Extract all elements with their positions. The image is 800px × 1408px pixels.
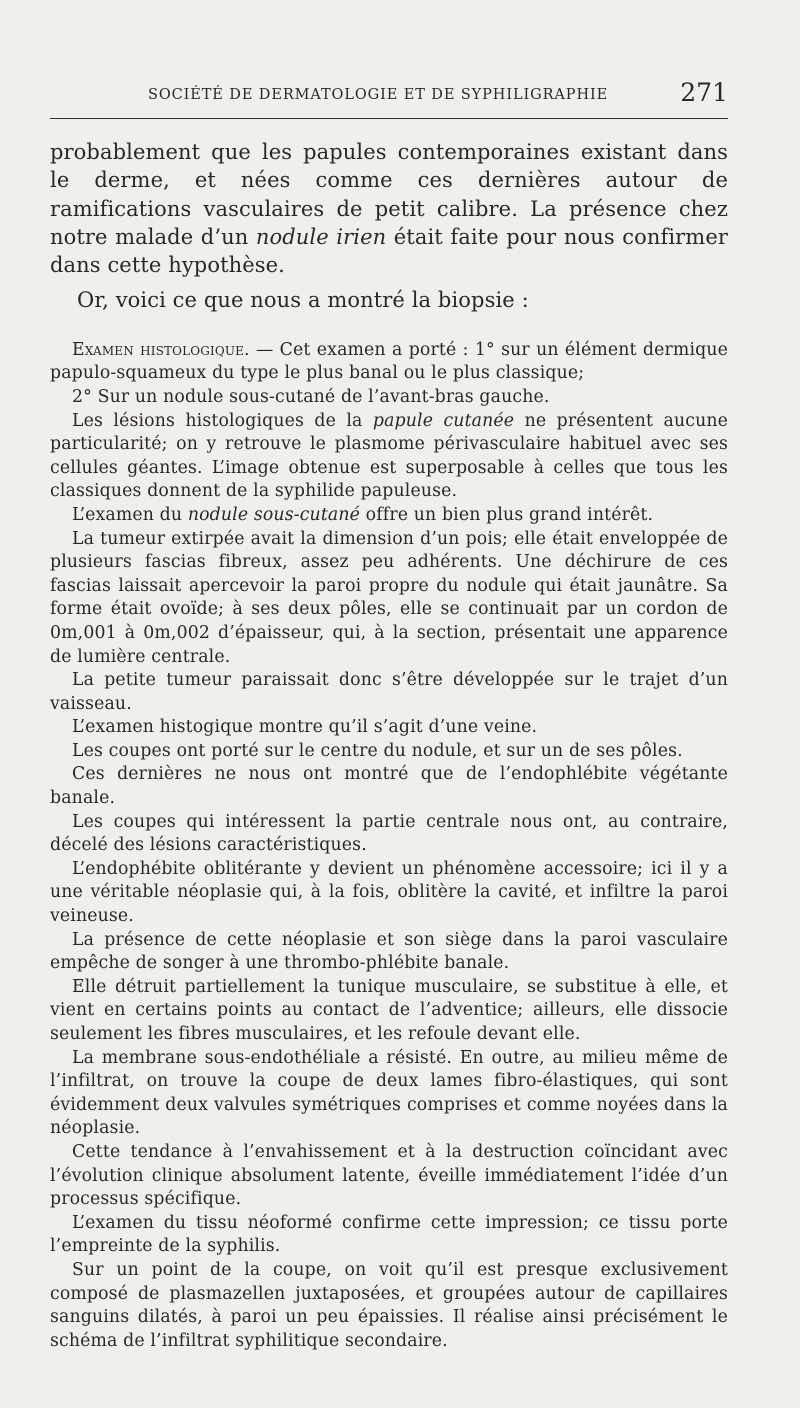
paragraph: Ces dernières ne nous ont montré que de l’endophlébite végétante banale. [50,764,728,809]
paragraph: Cette tendance à l’envahissement et à la destruction coïncidant avec l’évolution clinique absolument latente, éveille immédiatement l’idée d’un processus spécifique. [50,1141,728,1210]
paragraph: 2° Sur un nodule sous-cutané de l’avant-bras gauche. [72,386,550,407]
intro-section [50,138,728,315]
paragraph: La petite tumeur paraissait donc s’être développée sur le trajet d’un vaisseau. [50,670,728,714]
intro-paragraph: Or, voici ce que nous a montré la biopsie : [77,288,529,313]
article-body [50,138,728,1353]
histology-section [50,339,728,1354]
section-label: Examen histologique. [72,339,250,360]
paragraph: La membrane sous-endothéliale a résisté. En outre, au milieu même de l’infiltrat, on trouve la coupe de deux lames fibro-élastiques, qui sont évidemment deux valvules symétriques comprises et comme noyées dans la néoplasie. [50,1047,728,1139]
paragraph: Les coupes qui intéressent la partie centrale nous ont, au contraire, décelé des lésions caractéristiques. [50,811,728,856]
page-number: 271 [680,78,728,107]
emphasis: nodule sous-cutané [187,504,361,525]
paragraph: L’examen histogique montre qu’il s’agit d’une veine. [72,717,538,738]
running-head: SOCIÉTÉ DE DERMATOLOGIE ET DE SYPHILIGRAPHIE [148,87,609,103]
exam-paragraph: Examen histologique. — Cet examen a porté : 1° sur un élément dermique papulo-squameux du type le plus banal ou le plus classique; [50,339,728,384]
paragraph: L’endophébite oblitérante y devient un phénomène accessoire; ici il y a une véritable néoplasie qui, à la fois, oblitère la cavité, et infiltre la paroi veineuse. [50,858,728,927]
paragraph: Elle détruit partiellement la tunique musculaire, se substitue à elle, et vient en certains points au contact de l’adventice; ailleurs, elle dissocie seulement les fibres musculaires, et les refoule devant elle. [50,976,728,1044]
paragraph: La présence de cette néoplasie et son siège dans la paroi vasculaire empêche de songer à une thrombo-phlébite banale. [50,929,728,974]
emphasis: nodule irien [255,224,387,249]
emphasis: papule cutanée [372,410,515,431]
paragraph: Sur un point de la coupe, on voit qu’il est presque exclusivement composé de plasmazellen juxtaposées, et groupées autour de capillaires sanguins dilatés, à paroi un peu épaissies. Il réalise ainsi précisément le schéma de l’infiltrat syphilitique secondaire. [50,1259,728,1351]
header-rule [50,118,728,119]
page-header [50,76,728,112]
paragraph: Les coupes ont porté sur le centre du nodule, et sur un de ses pôles. [72,740,683,761]
paragraph: La tumeur extirpée avait la dimension d’un pois; elle était enveloppée de plusieurs fascias fibreux, assez peu adhérents. Une déchirure de ces fascias laissait apercevoir la paroi propre du nodule qui était jaunâtre. Sa forme était ovoïde; à ses deux pôles, elle se continuait par un cordon de 0m,001 à 0m,002 d’épaisseur, qui, à la section, présentait une apparence de lumière centrale. [50,528,728,667]
paragraph: L’examen du tissu néoformé confirme cette impression; ce tissu porte l’empreinte de la syphilis. [50,1212,728,1257]
intro-paragraph: probablement que les papules contemporaines existant dans le derme, et nées comme ces dernières autour de ramifications vasculaires de petit calibre. La présence chez notre malade d’un nodule irien était faite pour nous confirmer dans cette hypothèse. [50,140,728,278]
paragraph: Les lésions histologiques de la papule cutanée ne présentent aucune particularité; on y retrouve le plasmome périvasculaire habituel avec ses cellules géantes. L’image obtenue est superposable à celles que tous les classiques donnent de la syphilide papuleuse. [50,410,729,502]
paragraph: L’examen du nodule sous-cutané offre un bien plus grand intérêt. [72,504,654,525]
